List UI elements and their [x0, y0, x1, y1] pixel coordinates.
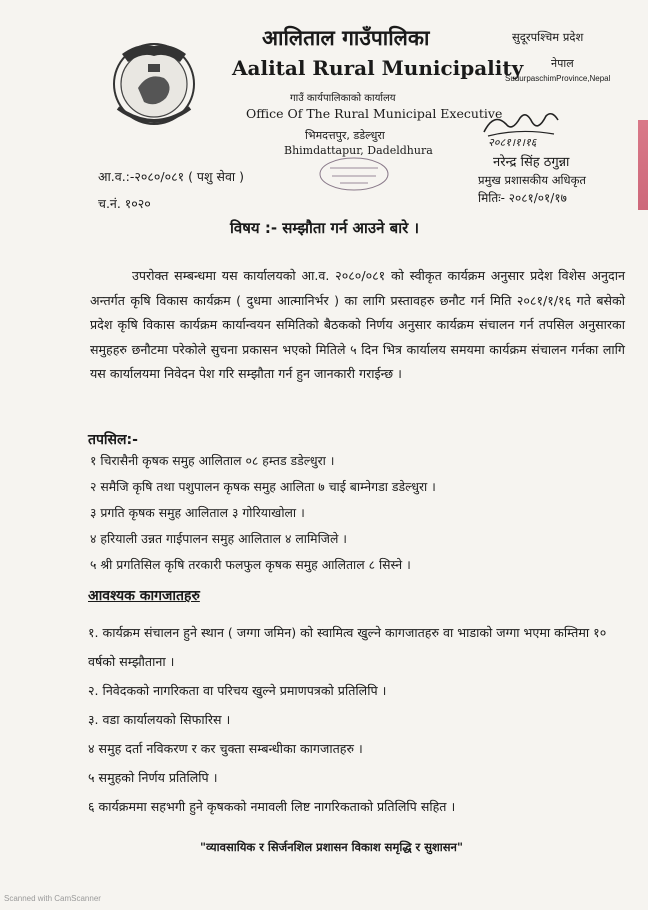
- list-item: १. कार्यक्रम संचालन हुने स्थान ( जग्गा जमिन) को स्वामित्व खुल्ने कागजातहरु वा भाडाको जग्गा भएमा कम्तिमा १० वर्षको सम्झौताना ।: [88, 625, 607, 669]
- address-en: Bhimdattapur, Dadeldhura: [284, 144, 433, 157]
- province-en: SudurpaschimProvince,Nepal: [505, 74, 611, 83]
- signature-date: २०८१।१।१६: [488, 136, 537, 149]
- body-paragraph: उपरोक्त सम्बन्धमा यस कार्यालयको आ.व. २०८०/०८१ को स्वीकृत कार्यक्रम अनुसार प्रदेश विशेस अनुदान अन्तर्गत कृषि विकास कार्यक्रम ( दुधमा आत्मानिर्भर ) का लागि प्रस्तावहरु छनौट गर्न मिति २०८१/१/१६ गते बसेको प्रदेश कृषि विकास कार्यक्रम कार्यान्वयन समितिको बैठकको निर्णय अनुसार कार्यक्रम संचालन गर्न तपसिल अनुसारका समुहहरु छनौटमा परेकोले सुचना प्रकासन भएको मितिले ५ दिन भित्र कार्यालय समयमा कार्यक्रम संचालन गर्नका लागि यस कार्यालयमा निवेदन पेश गरि सम्झौता गर्न हुन जानकारी गराईन्छ ।: [90, 268, 625, 381]
- list-item: ६ कार्यक्रममा सहभगी हुने कृषकको नमावली लिष्ट नागरिकताको प्रतिलिपि सहित ।: [88, 799, 456, 814]
- office-name-np: गाउँ कार्यपालिकाको कार्यालय: [290, 93, 396, 104]
- list-item: ३ प्रगति कृषक समुह आलिताल ३ गोरियाखोला ।: [90, 505, 305, 520]
- nepal-emblem-icon: [108, 36, 200, 132]
- list-item: ४ समुह दर्ता नविकरण र कर चुक्ता सम्बन्धीका कागजातहरु ।: [88, 741, 363, 756]
- office-name-en: Office Of The Rural Municipal Executive: [246, 106, 503, 121]
- documents-heading: आवश्यक कागजातहरु: [88, 588, 200, 604]
- list-item: ५ श्री प्रगतिसिल कृषि तरकारी फलफुल कृषक समुह आलिताल ८ सिस्ने ।: [90, 557, 411, 572]
- list-item: २. निवेदकको नागरिकता वा परिचय खुल्ने प्रमाणपत्रको प्रतिलिपि ।: [88, 683, 387, 698]
- province-np: सुदूरपश्चिम प्रदेश: [512, 30, 584, 44]
- fiscal-year-ref: आ.व.:-२०८०/०८१ ( पशु सेवा ): [98, 169, 244, 184]
- details-heading: तपसिल:-: [88, 432, 138, 448]
- country-np: नेपाल: [551, 57, 574, 70]
- municipality-name-np: आलिताल गाउँपालिका: [262, 26, 430, 50]
- subject-line: विषय :- सम्झौता गर्न आउने बारे ।: [230, 219, 420, 237]
- scanner-watermark: Scanned with CamScanner: [4, 894, 101, 903]
- address-np: भिमदत्तपुर, डडेल्धुरा: [305, 129, 385, 142]
- office-stamp-icon: [318, 156, 390, 192]
- list-item: ५ समुहको निर्णय प्रतिलिपि ।: [88, 770, 218, 785]
- municipality-name-en: Aalital Rural Municipality: [232, 56, 524, 80]
- list-item: ३. वडा कार्यालयको सिफारिस ।: [88, 712, 231, 727]
- list-item: १ चिरासैनी कृषक समुह आलिताल ०८ हम्तड डडेल्धुरा ।: [90, 453, 335, 468]
- red-edge-strip: [638, 120, 648, 210]
- slogan: "व्यावसायिक र सिर्जनशिल प्रशासन विकाश समृद्धि र सुशासन": [200, 840, 463, 854]
- letter-date: मितिः- २०८१/०१/१७: [478, 191, 567, 205]
- details-list: [90, 448, 436, 578]
- list-item: ४ हरियाली उन्नत गाईपालन समुह आलिताल ४ लामिजिले ।: [90, 531, 348, 546]
- signatory-name: नरेन्द्र सिंह ठगुन्ना: [493, 155, 570, 170]
- challan-number: च.नं. १०२०: [98, 196, 151, 211]
- signatory-designation: प्रमुख प्रशासकीय अधिकृत: [478, 173, 586, 187]
- list-item: २ समैजि कृषि तथा पशुपालन कृषक समुह आलिता ७ चाई बाम्नेगडा डडेल्धुरा ।: [90, 479, 436, 494]
